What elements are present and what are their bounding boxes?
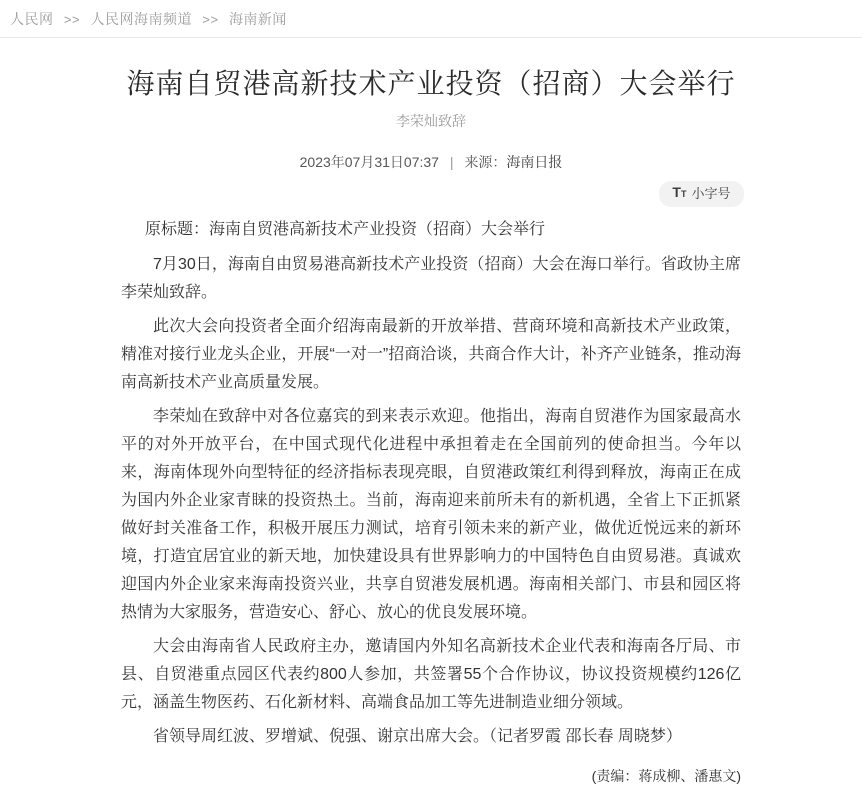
- breadcrumb-link-peoples-net[interactable]: 人民网: [10, 11, 54, 27]
- font-size-icon: T T: [672, 184, 687, 200]
- article-paragraph: 7月30日，海南自由贸易港高新技术产业投资（招商）大会在海口举行。省政协主席李荣灿致辞。: [121, 256, 741, 301]
- article-toolbar: [119, 181, 744, 205]
- source-link[interactable]: 海南日报: [506, 154, 563, 170]
- breadcrumb-separator: >>: [63, 12, 81, 27]
- article-paragraph: 此次大会向投资者全面介绍海南最新的开放举措、营商环境和高新技术产业政策，精准对接行业龙头企业，开展“一对一”招商洽谈，共商合作大计，补齐产业链条，推动海南高新技术产业高质量发展。: [121, 318, 741, 391]
- meta-separator: |: [449, 154, 454, 170]
- article-body: [121, 216, 741, 751]
- breadcrumb-link-hainan-channel[interactable]: 人民网海南频道: [90, 11, 192, 27]
- article-subtitle: 李荣灿致辞: [396, 113, 466, 129]
- editor-note: (责编：蒋成柳、潘惠文): [591, 768, 741, 784]
- font-size-button-label: 小字号: [691, 186, 731, 201]
- publish-datetime: 2023年07月31日07:37: [299, 154, 439, 170]
- article-paragraph: 大会由海南省人民政府主办，邀请国内外知名高新技术企业代表和海南各厅局、市县、自贸港重点园区代表约800人参加，共签署55个合作协议，协议投资规模约126亿元，涵盖生物医药、石化新材料、高端食品加工等先进制造业细分领域。: [121, 638, 741, 711]
- article-meta: [0, 152, 862, 172]
- breadcrumb-separator: >>: [202, 12, 219, 27]
- source-label: 来源：: [464, 154, 507, 170]
- font-size-button[interactable]: [659, 181, 743, 207]
- breadcrumb: [0, 0, 862, 37]
- original-title-note: 原标题：海南自贸港高新技术产业投资（招商）大会举行: [145, 221, 546, 238]
- header-divider: [0, 37, 862, 38]
- page-title: 海南自贸港高新技术产业投资（招商）大会举行: [126, 68, 736, 99]
- article-paragraph: 李荣灿在致辞中对各位嘉宾的到来表示欢迎。他指出，海南自贸港作为国家最高水平的对外开放平台，在中国式现代化进程中承担着走在全国前列的使命担当。今年以来，海南体现外向型特征的经济指标表现亮眼，自贸港政策红利得到释放，海南正在成为国内外企业家青睐的投资热土。当前，海南迎来前所未有的新机遇，全省上下正抓紧做好封关准备工作，积极开展压力测试，培育引领未来的新产业，做优近悦远来的新环境，打造宜居宜业的新天地，加快建设具有世界影响力的中国特色自由贸易港。真诚欢迎国内外企业家来海南投资兴业，共享自贸港发展机遇。海南相关部门、市县和园区将热情为大家服务，营造安心、舒心、放心的优良发展环境。: [121, 408, 741, 621]
- breadcrumb-link-hainan-news[interactable]: 海南新闻: [228, 11, 287, 27]
- article-paragraph: 省领导周红波、罗增斌、倪强、谢京出席大会。（记者罗霞 邵长春 周晓梦）: [153, 728, 682, 745]
